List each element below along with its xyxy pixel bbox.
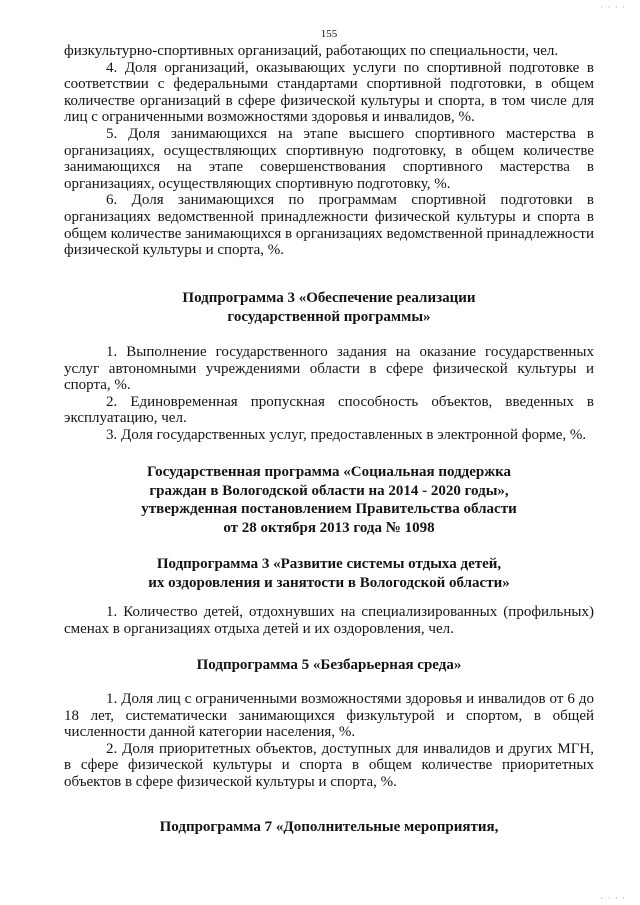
subprogram-3-heading <box>64 289 594 326</box>
extra-subprogram-heading-block <box>64 818 594 837</box>
list-item: 1. Количество детей, отдохнувших на специализированных (профильных) сменах в организациях отдыха детей и их оздоровления, чел. <box>64 604 594 637</box>
heading-line: Государственная программа «Социальная поддержка <box>146 464 512 480</box>
rest-subprogram-heading <box>64 555 594 592</box>
extra-subprogram-heading: Подпрограмма 7 «Дополнительные мероприятия, <box>159 819 499 835</box>
indicators-block-top <box>64 43 594 259</box>
state-program-heading-block <box>64 463 594 537</box>
heading-line: от 28 октября 2013 года № 1098 <box>223 519 435 536</box>
rest-subprogram-items <box>64 604 594 637</box>
list-item: 2. Единовременная пропускная способность объектов, введенных в эксплуатацию, чел. <box>64 393 594 427</box>
list-item: 3. Доля государственных услуг, предоставленных в электронной форме, %. <box>106 426 587 443</box>
barrier-subprogram-items <box>64 691 594 791</box>
list-item: 2. Доля приоритетных объектов, доступных для инвалидов и других МГН, в сфере физической культуры и спорта в общем количестве приоритетных объектов в сфере физической культуры и спорта, %. <box>64 740 594 790</box>
list-item: 1. Выполнение государственного задания на оказание государственных услуг автономными учреждениями области в сфере физической культуры и спорта, %. <box>64 344 594 394</box>
heading-line: Подпрограмма 3 «Развитие системы отдыха детей, <box>156 556 502 572</box>
subprogram-3-items <box>64 344 594 444</box>
subprogram-3-heading-block <box>64 289 594 326</box>
paragraph-item-5: 5. Доля занимающихся на этапе высшего спортивного мастерства в организациях, осуществляющих спортивную подготовку, в общем количестве занимающихся на этапе совершенствования спортивного мастерства в организациях, осуществляющих спортивную подготовку, %. <box>64 125 594 192</box>
heading-line: государственной программы» <box>227 308 431 325</box>
heading-line: утвержденная постановлением Правительства области <box>141 501 517 518</box>
list-item: 1. Доля лиц с ограниченными возможностями здоровья и инвалидов от 6 до 18 лет, систематически занимающихся физкультурой и спортом, в общей численности данной категории населения, %. <box>64 691 594 741</box>
page-number: 155 <box>320 28 338 40</box>
state-program-heading <box>64 463 594 537</box>
barrier-subprogram-heading: Подпрограмма 5 «Безбарьерная среда» <box>196 657 462 673</box>
scan-corner-mark-top: · · · · <box>600 2 626 12</box>
heading-line: их оздоровления и занятости в Вологодской области» <box>148 574 510 591</box>
heading-line: Подпрограмма 3 «Обеспечение реализации <box>182 290 476 306</box>
barrier-subprogram-heading-block <box>64 656 594 675</box>
rest-subprogram-heading-block <box>64 555 594 592</box>
paragraph-item-6: 6. Доля занимающихся по программам спортивной подготовки в организациях ведомственной принадлежности физической культуры и спорта в общем количестве занимающихся в организациях ведомственной принадлежности физической культуры и спорта, %. <box>64 192 594 259</box>
heading-line: граждан в Вологодской области на 2014 - 2020 годы», <box>149 482 509 499</box>
paragraph-continuation: физкультурно-спортивных организаций, работающих по специальности, чел. <box>64 43 559 59</box>
scan-corner-mark-bottom: · · · · <box>600 893 626 903</box>
paragraph-item-4: 4. Доля организаций, оказывающих услуги по спортивной подготовке в соответствии с федеральными стандартами спортивной подготовки, в общем количестве организаций в сфере физической культуры и спорта, в том числе для лиц с ограниченными возможностями здоровья и инвалидов, %. <box>64 59 594 126</box>
